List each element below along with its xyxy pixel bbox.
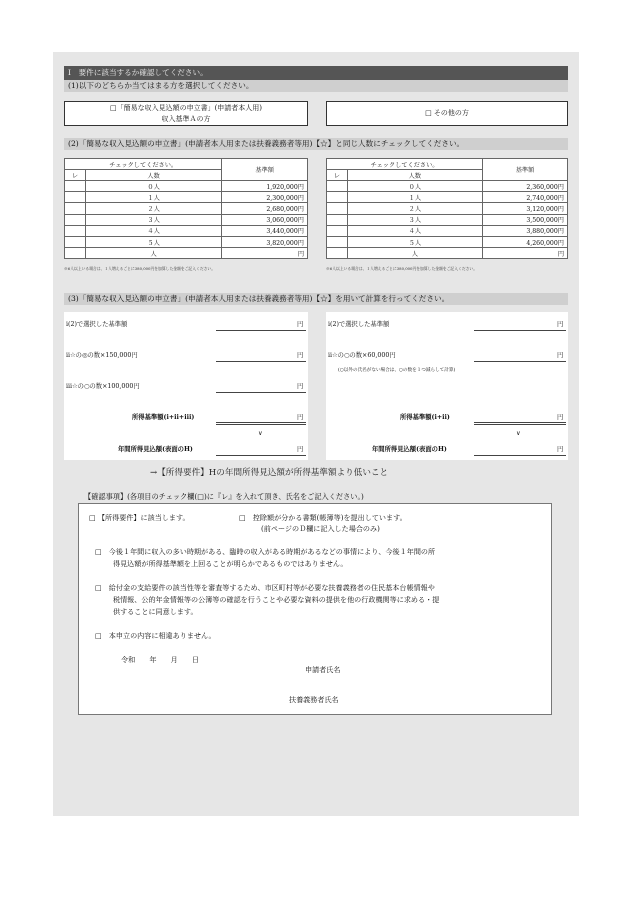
date-field[interactable]: 令和 年 月 日 — [121, 655, 200, 664]
guardian-name-label: 扶養義務者氏名 — [289, 695, 339, 704]
calc-annual-field[interactable] — [216, 455, 306, 456]
yen-unit: 円 — [557, 352, 564, 359]
people-count: ３人 — [347, 214, 482, 225]
confirm-item-no-increase-2: 得見込額が所得基準額を上回ることが明らかであるものではありません。 — [113, 559, 348, 568]
yen-unit: 円 — [557, 414, 564, 421]
yen-unit: 円 — [297, 446, 304, 453]
option-b-checkbox[interactable] — [326, 101, 568, 126]
confirm-item-income[interactable]: □ 【所得要件】に該当します。 — [89, 513, 190, 522]
people-count: ４人 — [347, 225, 482, 236]
criteria-row — [327, 214, 568, 225]
yen-unit: 円 — [557, 321, 564, 328]
criteria-row — [65, 248, 308, 259]
calc-iii-field[interactable] — [216, 392, 306, 393]
section-title: Ⅰ 要件に該当するか確認してください。 — [64, 66, 568, 80]
criteria-row — [327, 192, 568, 203]
applicant-name-label: 申請者氏名 — [305, 665, 341, 674]
calc-total-label: 所得基準額(ⅰ+ⅱ) — [400, 414, 450, 421]
criteria-row — [65, 192, 308, 203]
criteria-row — [65, 214, 308, 225]
row-checkbox[interactable] — [327, 203, 348, 214]
confirm-item-deduction[interactable]: □ 控除額が分かる書類(帳簿等)を提出しています。 — [239, 513, 407, 522]
row-checkbox[interactable] — [327, 192, 348, 203]
yen-unit: 円 — [557, 446, 564, 453]
greater-than-sign: ∨ — [516, 430, 521, 437]
row-checkbox[interactable] — [327, 225, 348, 236]
option-a-label-2: 収入基準Ａの方 — [161, 115, 211, 123]
calc-total-field[interactable] — [216, 422, 306, 425]
calc-panel-right — [326, 312, 568, 460]
row-checkbox[interactable] — [65, 192, 86, 203]
criteria-table-right — [326, 158, 568, 259]
confirm-item-consent-3: 供することに同意します。 — [113, 607, 198, 616]
people-count: ２人 — [85, 203, 222, 214]
criteria-row — [327, 248, 568, 259]
row-checkbox[interactable] — [327, 181, 348, 192]
people-count: ２人 — [347, 203, 482, 214]
conclusion-text: →【所得要件】Hの年間所得見込額が所得基準額より低いこと — [150, 468, 389, 478]
calc-annual-label: 年間所得見込額(表面のH) — [118, 446, 193, 453]
q1-heading: (1)以下のどちらか当てはまる方を選択してください。 — [64, 80, 568, 92]
calc-annual-field[interactable] — [474, 455, 566, 456]
row-checkbox[interactable] — [65, 181, 86, 192]
row-checkbox[interactable] — [65, 225, 86, 236]
calc-ii-field[interactable] — [474, 361, 566, 362]
confirm-box — [78, 503, 552, 715]
criteria-row — [65, 181, 308, 192]
criteria-row — [327, 225, 568, 236]
check-col-header: レ — [327, 170, 348, 181]
check-header: チェックしてください。 — [65, 159, 222, 170]
confirm-title: 【確認事項】(各項目のチェック欄(□)に『レ』を入れて頂き、氏名をご記入ください。) — [84, 492, 364, 501]
confirm-item-truthful[interactable]: □ 本申立の内容に相違ありません。 — [95, 631, 216, 640]
confirm-item-consent[interactable]: □ 給付金の支給要件の該当性等を審査等するため、市区町村等が必要な扶養義務者の住民基本台帳情報や — [95, 583, 435, 592]
people-count: ４人 — [85, 225, 222, 236]
calc-annual-label: 年間所得見込額(表面のH) — [372, 446, 447, 453]
criteria-table-left — [64, 158, 308, 259]
calc-i-label: ⅰ(2)で選択した基準額 — [66, 321, 128, 328]
greater-than-sign: ∨ — [258, 430, 263, 437]
calc-ii-label: ⅱ☆の○の数×60,000円 — [328, 352, 396, 359]
left-table-note: ※6人以上いる場合は、１人増えるごとに380,000円を加算した金額をご記入ください。 — [64, 266, 216, 271]
q3-heading: (3)「簡易な収入見込額の申立書」(申請者本人用または扶養義務者等用)【☆】を用いて計算を行ってください。 — [64, 293, 568, 305]
base-amount: 1,920,000円 — [222, 181, 308, 192]
people-count: １人 — [85, 192, 222, 203]
people-col-header: 人数 — [85, 170, 222, 181]
confirm-item-no-increase[interactable]: □ 今後１年間に収入の多い時期がある、臨時の収入がある時期があるなどの事情により、今後１年間の所 — [95, 547, 436, 556]
criteria-row — [327, 181, 568, 192]
base-amount: 3,880,000円 — [483, 225, 568, 236]
calc-i-label: ⅰ(2)で選択した基準額 — [328, 321, 390, 328]
yen-unit: 円 — [297, 352, 304, 359]
calc-i-field[interactable] — [474, 330, 566, 331]
check-col-header: レ — [65, 170, 86, 181]
calc-total-field[interactable] — [474, 422, 566, 425]
confirm-item-consent-2: 税情報、公的年金情報等の公簿等の確認を行うことや必要な資料の提供を他の行政機関等に求める・提 — [113, 595, 440, 604]
calc-i-field[interactable] — [216, 330, 306, 331]
people-count: ０人 — [85, 181, 222, 192]
option-a-checkbox[interactable] — [64, 101, 308, 126]
base-amount: 2,740,000円 — [483, 192, 568, 203]
yen-unit: 円 — [297, 414, 304, 421]
base-amount: 2,300,000円 — [222, 192, 308, 203]
base-amount: 円 — [222, 248, 308, 259]
confirm-item-deduction-note: (前ページのＤ欄に記入した場合のみ) — [261, 524, 380, 533]
row-checkbox[interactable] — [327, 214, 348, 225]
criteria-row — [327, 203, 568, 214]
people-count: １人 — [347, 192, 482, 203]
criteria-row — [65, 225, 308, 236]
yen-unit: 円 — [297, 321, 304, 328]
people-count: ５人 — [347, 236, 482, 247]
base-amount: 3,500,000円 — [483, 214, 568, 225]
people-count: 人 — [85, 248, 222, 259]
base-amount: 2,680,000円 — [222, 203, 308, 214]
base-amount: 4,260,000円 — [483, 236, 568, 247]
yen-unit: 円 — [297, 383, 304, 390]
people-count: ３人 — [85, 214, 222, 225]
option-b-label: □ その他の方 — [425, 109, 469, 117]
criteria-row — [327, 236, 568, 247]
option-a-label-1: □「簡易な収入見込額の申立書」(申請者本人用) — [109, 104, 263, 112]
base-amount: 3,120,000円 — [483, 203, 568, 214]
criteria-row — [65, 236, 308, 247]
q2-heading: (2)「簡易な収入見込額の申立書」(申請者本人用または扶養義務者等用)【☆】と同じ人数にチェックしてください。 — [64, 138, 568, 150]
amount-header: 基準額 — [222, 159, 308, 181]
row-checkbox[interactable] — [65, 203, 86, 214]
base-amount: 3,060,000円 — [222, 214, 308, 225]
right-table-note: ※6人以上いる場合は、１人増えるごとに380,000円を加算した金額をご記入ください。 — [326, 266, 478, 271]
calc-ii-note: (○以外の氏名がない場合は、○の数を１つ減らして計算) — [338, 368, 456, 373]
criteria-row — [65, 203, 308, 214]
row-checkbox[interactable] — [327, 248, 348, 259]
people-col-header: 人数 — [347, 170, 482, 181]
people-count: ０人 — [347, 181, 482, 192]
amount-header: 基準額 — [483, 159, 568, 181]
base-amount: 2,360,000円 — [483, 181, 568, 192]
people-count: ５人 — [85, 236, 222, 247]
row-checkbox[interactable] — [65, 248, 86, 259]
calc-iii-label: ⅲ☆の○の数×100,000円 — [66, 383, 140, 390]
calc-ii-label: ⅱ☆の◎の数×150,000円 — [66, 352, 138, 359]
base-amount: 3,440,000円 — [222, 225, 308, 236]
check-header: チェックしてください。 — [327, 159, 483, 170]
base-amount: 円 — [483, 248, 568, 259]
row-checkbox[interactable] — [65, 214, 86, 225]
row-checkbox[interactable] — [327, 236, 348, 247]
calc-ii-field[interactable] — [216, 361, 306, 362]
base-amount: 3,820,000円 — [222, 236, 308, 247]
row-checkbox[interactable] — [65, 236, 86, 247]
calc-panel-left — [64, 312, 308, 460]
people-count: 人 — [347, 248, 482, 259]
calc-total-label: 所得基準額(ⅰ+ⅱ+ⅲ) — [132, 414, 195, 421]
